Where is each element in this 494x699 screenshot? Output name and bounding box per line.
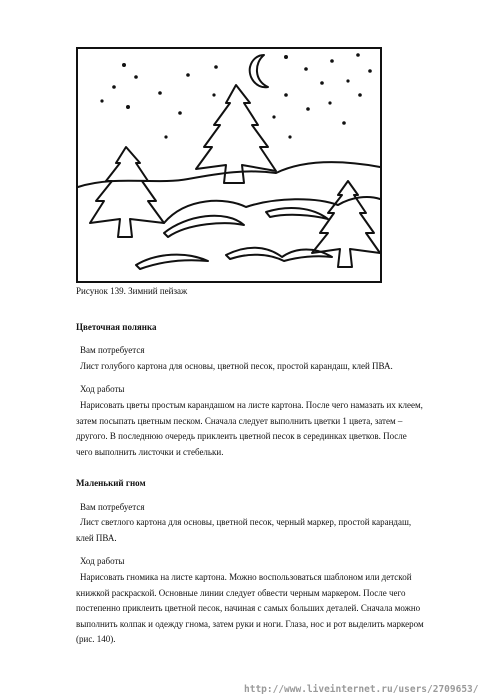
process-text bbox=[76, 398, 464, 460]
section-heading-little-gnome: Маленький гном bbox=[76, 478, 146, 488]
text-line: (рис. 140). bbox=[76, 634, 116, 644]
process-label: Ход работы bbox=[80, 556, 125, 566]
text-line: Лист светлого картона для основы, цветной песок, черный маркер, простой карандаш, bbox=[80, 517, 412, 527]
process-label: Ход работы bbox=[80, 384, 125, 394]
winter-landscape-illustration bbox=[76, 47, 382, 283]
text-line: Нарисовать гномика на листе картона. Можно воспользоваться шаблоном или детской bbox=[80, 572, 412, 582]
process-text bbox=[76, 570, 464, 648]
section-heading-flower-meadow: Цветочная полянка bbox=[76, 322, 157, 332]
needs-text bbox=[76, 515, 464, 546]
needs-label: Вам потребуется bbox=[80, 345, 145, 355]
text-line: Нарисовать цветы простым карандашом на листе картона. После чего намазать их клеем, bbox=[80, 400, 423, 410]
needs-text: Лист голубого картона для основы, цветной песок, простой карандаш, клей ПВА. bbox=[80, 361, 393, 371]
text-line: клей ПВА. bbox=[76, 532, 117, 543]
text-line: чего выполнить листочки и стебельки. bbox=[76, 446, 224, 457]
text-line: книжкой раскраской. Основные линии следует обвести черным маркером. После чего bbox=[76, 587, 406, 598]
figure-caption: Рисунок 139. Зимний пейзаж bbox=[76, 286, 188, 296]
text-line: выполнить колпак и одежду гнома, затем руки и ноги. Глаза, нос и рот выделить маркером bbox=[76, 618, 424, 629]
text-line: постепенно приклеить цветной песок, начиная с самых больших деталей. Сначала можно bbox=[76, 603, 421, 613]
needs-label: Вам потребуется bbox=[80, 502, 145, 512]
text-line: другого. В последнюю очередь приклеить цветной песок в серединках цветков. После bbox=[76, 431, 407, 441]
text-line: затем посыпать цветным песком. Сначала следует выполнить цветки 1 цвета, затем – bbox=[76, 415, 403, 426]
watermark-url[interactable]: http://www.liveinternet.ru/users/2709653/ bbox=[244, 684, 479, 695]
